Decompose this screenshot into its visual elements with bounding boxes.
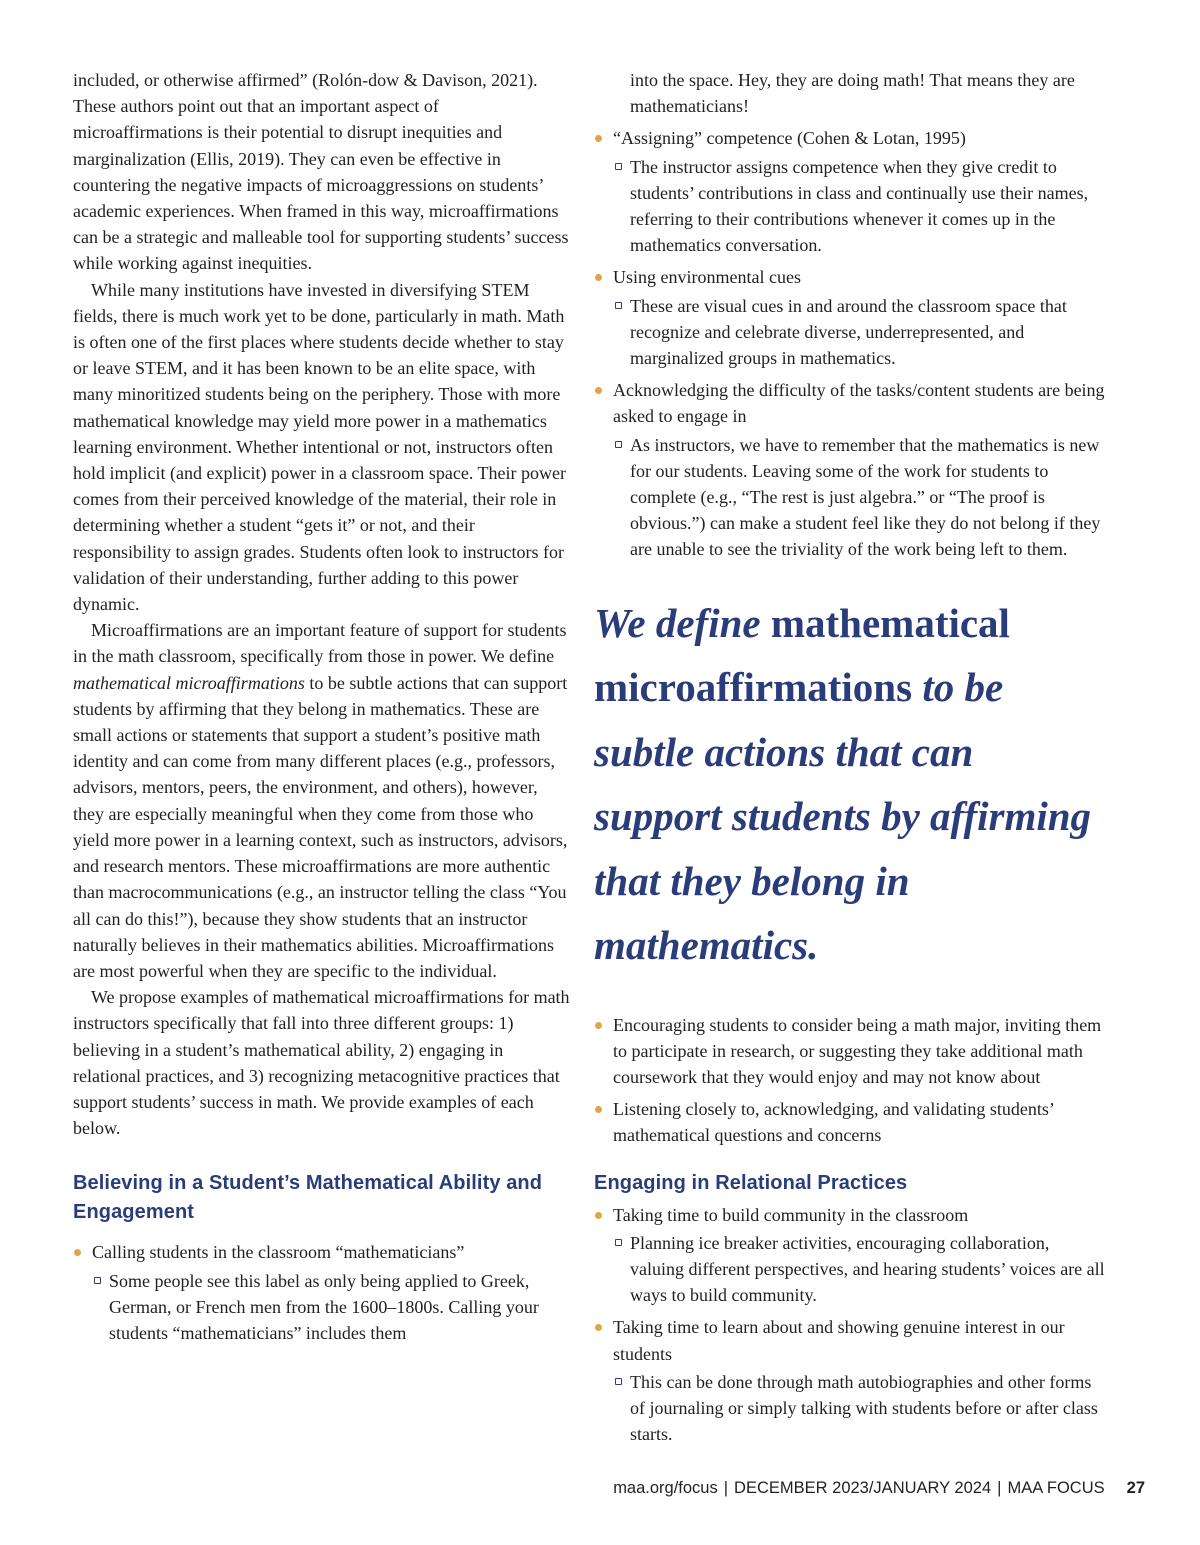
bullet-text: Encouraging students to consider being a math major, inviting them to participate in research, or suggesting they take additional math coursework that they would enjoy and may not know about: [613, 1014, 1102, 1088]
bullet-dot-icon: [595, 1106, 602, 1113]
sub-bullet-text: The instructor assigns competence when they give credit to students’ contributions in class and continually use their names, referring to their contributions whenever it comes up in the mathematics conversation.: [630, 156, 1089, 256]
list-item: [594, 125, 1106, 258]
sub-list: [613, 293, 1106, 372]
section-heading-relational: Engaging in Relational Practices: [594, 1171, 908, 1194]
sub-list: [613, 432, 1106, 563]
bullet-dot-icon: [74, 1249, 81, 1256]
pull-quote: [594, 591, 1106, 978]
paragraph-1: included, or otherwise affirmed” (Rolón-dow & Davison, 2021). These authors point out that an important aspect of microaffirmations is their potential to disrupt inequities and marginalization (Ellis, 2019). They can even be effective in countering the negative impacts of microaggressions on students’ academic experiences. When framed in this way, microaffirmations can be a strategic and malleable tool for supporting students’ success while working against inequities.: [73, 70, 569, 274]
right-column: [594, 67, 1106, 1454]
bullet-text: Listening closely to, acknowledging, and validating students’ mathematical questions and concerns: [613, 1099, 1054, 1146]
bullet-dot-icon: [595, 1022, 602, 1029]
bullet-dot-icon: [595, 1212, 602, 1219]
continued-text: into the space. Hey, they are doing math! That means they are mathematicians!: [630, 70, 1075, 117]
sub-bullet-text: This can be done through math autobiographies and other forms of journaling or simply talking with students before or after class starts.: [630, 1371, 1098, 1445]
page-footer: [613, 1479, 1145, 1498]
square-bullet-icon: [615, 1239, 622, 1246]
footer-divider: |: [723, 1479, 729, 1497]
bullet-text: Calling students in the classroom “mathematicians”: [92, 1242, 465, 1263]
list-item: [73, 1239, 573, 1346]
sub-list-item: [613, 1230, 1106, 1309]
bullet-list-middle: [594, 1012, 1106, 1149]
square-bullet-icon: [615, 441, 622, 448]
list-item: [594, 1096, 1106, 1148]
sub-bullet-text: Planning ice breaker activities, encouraging collaboration, valuing different perspectives, and hearing students’ voices are all ways to build community.: [630, 1232, 1105, 1306]
square-bullet-icon: [94, 1277, 101, 1284]
list-item: [594, 1012, 1106, 1091]
section-heading-believing: Believing in a Student’s Mathematical Ability and Engagement: [73, 1172, 543, 1224]
page-number: 27: [1126, 1479, 1145, 1497]
sub-list-item: [613, 154, 1106, 259]
bullet-dot-icon: [595, 135, 602, 142]
bullet-text: Taking time to build community in the classroom: [613, 1204, 969, 1225]
bullet-text: Acknowledging the difficulty of the tasks/content students are being asked to engage in: [613, 380, 1105, 427]
bullet-text: Using environmental cues: [613, 267, 801, 288]
footer-divider: |: [997, 1479, 1002, 1497]
sub-list-item: [92, 1268, 573, 1347]
sub-list-item: [613, 1369, 1106, 1448]
pull-quote-roman: mathematical microaffirmations: [594, 599, 1010, 711]
list-item: [594, 264, 1106, 371]
bullet-text: Taking time to learn about and showing genuine interest in our students: [613, 1317, 1065, 1364]
square-bullet-icon: [615, 1378, 622, 1385]
sub-list: [613, 154, 1106, 259]
paragraph-4: We propose examples of mathematical microaffirmations for math instructors specifically that fall into three different groups: 1) believing in a student’s mathematical ability, 2) engaging in relational practices, and 3) recognizing metacognitive practices that support students’ success in math. We provide examples of each below.: [73, 987, 570, 1139]
list-item: [594, 1202, 1106, 1309]
bullet-dot-icon: [595, 274, 602, 281]
sub-list-item: [613, 293, 1106, 372]
paragraph-3-end: to be subtle actions that can support students by affirming that they belong in mathematics. These are small actions or statements that support a student’s positive math identity and can come from many different places (e.g., professors, advisors, mentors, peers, the environment, and others), however, they are especially meaningful when they come from those who yield more power in a learning context, such as instructors, advisors, and research mentors. These microaffirmations are more authentic than macrocommunications (e.g., an instructor telling the class “You all can do this!”), because they show students that an instructor naturally believes in their mathematics abilities. Microaffirmations are most powerful when they are specific to the individual.: [73, 672, 568, 981]
sub-bullet-text: As instructors, we have to remember that the mathematics is new for our students. Leaving some of the work for students to complete (e.g., “The rest is just algebra.” or “The proof is obvious.”) can make a student feel like they do not belong if they are unable to see the triviality of the work being left to them.: [630, 434, 1101, 560]
bullet-list-believing: [73, 1239, 573, 1346]
sub-bullet-text: Some people see this label as only being applied to Greek, German, or French men from the 1600–1800s. Calling your students “mathematicians” includes them: [109, 1270, 539, 1343]
sub-list-item: [613, 432, 1106, 563]
bullet-dot-icon: [595, 387, 602, 394]
bullet-list-relational: [594, 1202, 1106, 1448]
square-bullet-icon: [615, 302, 622, 309]
footer-site-link[interactable]: maa.org/focus: [613, 1479, 718, 1497]
sub-bullet-text: These are visual cues in and around the classroom space that recognize and celebrate diverse, underrepresented, and marginalized groups in mathematics.: [630, 295, 1067, 369]
paragraph-3: [73, 617, 573, 984]
pull-quote-italic-2: to be subtle actions that can support students by affirming that they belong in mathematics.: [594, 664, 1092, 969]
footer-issue: DECEMBER 2023/JANUARY 2024: [734, 1479, 992, 1497]
square-bullet-icon: [615, 163, 622, 170]
list-item: [594, 377, 1106, 562]
sub-list: [613, 1230, 1106, 1309]
paragraph-2: While many institutions have invested in diversifying STEM fields, there is much work yet to be done, particularly in math. Math is often one of the first places where students decide whether to stay or leave STEM, and it has been known to be an elite space, with many minoritized students being on the periphery. Those with more mathematical knowledge may yield more power in a mathematics learning environment. Whether intentional or not, instructors often hold implicit (and explicit) power in a classroom space. Their power comes from their perceived knowledge of the material, their role in determining whether a student “gets it” or not, and their responsibility to assign grades. Students often look to instructors for validation of their understanding, further adding to this power dynamic.: [73, 279, 567, 615]
paragraph-3-start: Microaffirmations are an important feature of support for students in the math classroom, specifically from those in power. We define: [73, 620, 567, 667]
sub-list: [613, 1369, 1106, 1448]
pull-quote-italic-1: We define: [594, 599, 761, 646]
paragraph-3-term: mathematical microaffirmations: [73, 672, 305, 693]
bullet-list-top: [594, 125, 1106, 562]
sub-list: [92, 1268, 573, 1347]
bullet-text: “Assigning” competence (Cohen & Lotan, 1995): [613, 128, 966, 149]
left-column: [73, 67, 573, 1352]
footer-magazine: MAA FOCUS: [1007, 1479, 1105, 1497]
bullet-dot-icon: [595, 1324, 602, 1331]
list-item: [594, 1314, 1106, 1447]
